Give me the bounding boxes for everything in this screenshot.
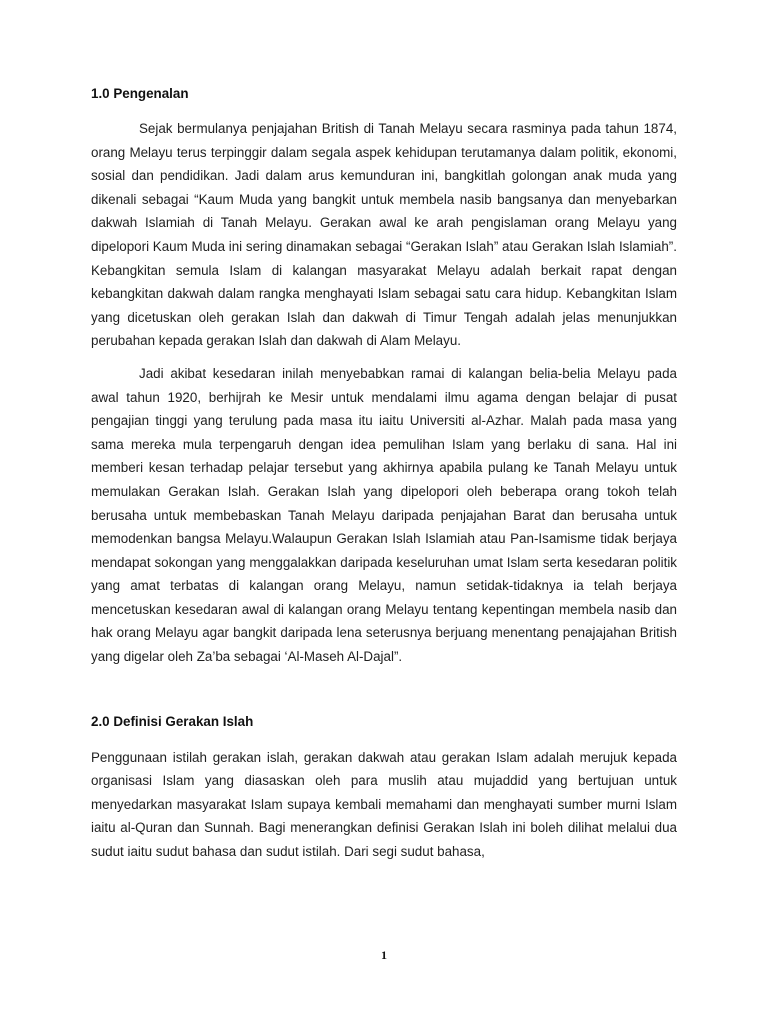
paragraph-definisi-1: Penggunaan istilah gerakan islah, gerakan dakwah atau gerakan Islam adalah merujuk kepada organisasi Islam yang diasaskan oleh para muslih atau mujaddid yang bertujuan untuk menyedarkan masyarakat Islam supaya kembali memahami dan menghayati sumber murni Islam iaitu al-Quran dan Sunnah. Bagi menerangkan definisi Gerakan Islah ini boleh dilihat melalui dua sudut iaitu sudut bahasa dan sudut istilah. Dari segi sudut bahasa, [91, 749, 677, 860]
section-heading-pengenalan: 1.0 Pengenalan [91, 86, 189, 101]
paragraph-pengenalan-2: Jadi akibat kesedaran inilah menyebabkan ramai di kalangan belia-belia Melayu pada awal tahun 1920, berhijrah ke Mesir untuk mendalami ilmu agama dengan belajar di pusat pengajian tinggi yang terulung pada masa itu iaitu Universiti al-Azhar. Malah pada masa yang sama mereka mula terpengaruh dengan idea pemulihan Islam yang berlaku di sana. Hal ini memberi kesan terhadap pelajar tersebut yang akhirnya apabila pulang ke Tanah Melayu untuk memulakan Gerakan Islah. Gerakan Islah yang dipelopori oleh beberapa orang tokoh telah berusaha untuk membebaskan Tanah Melayu daripada penjajahan Barat dan berusaha untuk memodenkan bangsa Melayu.Walaupun Gerakan Islah Islamiah atau Pan-Isamisme tidak berjaya mendapat sokongan yang menggalakkan daripada keseluruhan umat Islam serta kesedaran politik yang amat terbatas di kalangan orang Melayu, namun setidak-tidaknya ia telah berjaya mencetuskan kesedaran awal di kalangan orang Melayu tentang kepentingan membela nasib dan hak orang Melayu agar bangkit daripada lena seterusnya berjuang menentang penajajahan British yang digelar oleh Za’ba sebagai ‘Al-Maseh Al-Dajal”. [91, 365, 677, 665]
paragraph-pengenalan-1: Sejak bermulanya penjajahan British di Tanah Melayu secara rasminya pada tahun 1874, orang Melayu terus terpinggir dalam segala aspek kehidupan terutamanya dalam politik, ekonomi, sosial dan pendidikan. Jadi dalam arus kemunduran ini, bangkitlah golongan anak muda yang dikenali sebagai “Kaum Muda yang bangkit untuk membela nasib bangsanya dan menyebarkan dakwah Islamiah di Tanah Melayu. Gerakan awal ke arah pengislaman orang Melayu yang dipelopori Kaum Muda ini sering dinamakan sebagai “Gerakan Islah” atau Gerakan Islah Islamiah”. Kebangkitan semula Islam di kalangan masyarakat Melayu adalah berkait rapat dengan kebangkitan dakwah dalam rangka menghayati Islam sebagai satu cara hidup. Kebangkitan Islam yang dicetuskan oleh gerakan Islah dan dakwah di Timur Tengah adalah jelas menunjukkan perubahan kepada gerakan Islah dan dakwah di Alam Melayu. [91, 121, 677, 349]
document-body [91, 86, 677, 864]
page-number: 1 [381, 948, 387, 962]
section-heading-definisi: 2.0 Definisi Gerakan Islah [91, 713, 254, 729]
